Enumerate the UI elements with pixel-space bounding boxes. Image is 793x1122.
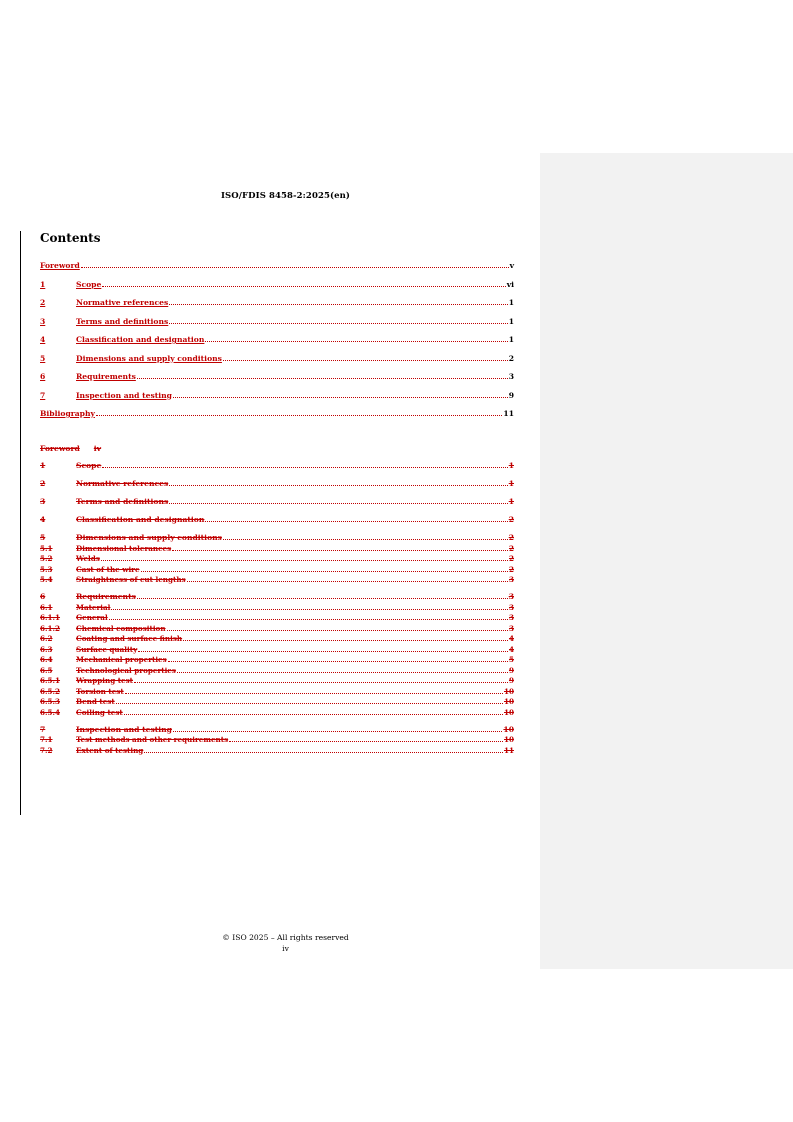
toc-entry-title: Welds <box>76 554 100 563</box>
toc-entry[interactable] <box>40 542 514 553</box>
deleted-foreword-page: iv <box>93 444 102 453</box>
toc-entry-number: Foreword <box>40 261 80 270</box>
toc-entry-number: 6.2 <box>40 634 53 643</box>
toc-entry-number: 1 <box>40 461 46 470</box>
comment-pane <box>540 153 793 969</box>
toc-entry[interactable] <box>40 352 514 363</box>
toc-entry-page: 4 <box>508 644 514 654</box>
toc-entry[interactable] <box>40 552 514 563</box>
toc-entry-number: 5.2 <box>40 554 53 563</box>
toc-entry[interactable] <box>40 733 514 744</box>
toc-entry-title: Inspection and testing <box>76 390 172 400</box>
toc-entry-number: 6.5.1 <box>40 676 61 685</box>
toc-entry-title: Chemical composition <box>76 623 166 633</box>
toc-entry[interactable] <box>40 259 514 270</box>
toc-entry-number: 6.3 <box>40 644 53 654</box>
toc-entry-title: Cast of the wire <box>76 564 140 574</box>
toc-entry-page: 4 <box>508 634 514 643</box>
toc-entry[interactable] <box>40 531 514 542</box>
toc-entry-number: 5.3 <box>40 564 53 574</box>
toc-entry-number: 6.1.1 <box>40 613 61 622</box>
toc-entry-number: 7 <box>40 724 46 734</box>
toc-leader-dots <box>81 267 509 268</box>
toc-entry-page: 3 <box>508 372 514 381</box>
toc-entry-title: Technological properties <box>76 665 176 675</box>
toc-leader-dots <box>137 598 508 599</box>
toc-entry-page: 1 <box>508 461 514 470</box>
toc-entry-page: 2 <box>508 543 514 553</box>
toc-leader-dots <box>173 397 508 398</box>
toc-entry-page: 11 <box>503 409 514 418</box>
toc-entry[interactable] <box>40 370 514 381</box>
toc-entry-title: Requirements <box>76 592 136 601</box>
toc-leader-dots <box>229 741 503 742</box>
toc-entry-page: 9 <box>508 390 514 400</box>
toc-entry-number: 7.1 <box>40 735 53 744</box>
toc-entry-number: 6.1.2 <box>40 623 61 633</box>
toc-entry-number: 6.4 <box>40 655 53 664</box>
toc-entry-title: Coating and surface finish <box>76 634 183 643</box>
toc-entry-number: Bibliography <box>40 409 95 418</box>
toc-entry-page: 3 <box>508 592 514 601</box>
page-number: iv <box>282 944 289 953</box>
toc-entry-number: 1 <box>40 279 46 289</box>
toc-entry-page: 10 <box>503 686 514 696</box>
toc-entry-page: 2 <box>508 554 514 563</box>
toc-entry-title: Inspection and testing <box>76 724 172 734</box>
toc-leader-dots <box>205 341 507 342</box>
change-bar <box>20 231 21 815</box>
toc-entry-number: 6 <box>40 592 46 601</box>
toc-entry-number: 6 <box>40 372 46 381</box>
toc-entry-number: 2 <box>40 298 46 307</box>
toc-leader-dots <box>169 323 507 324</box>
toc-entry-page: 5 <box>508 655 514 664</box>
toc-entry[interactable] <box>40 622 514 633</box>
toc-entry[interactable] <box>40 278 514 289</box>
document-header: ISO/FDIS 8458-2:2025(en) <box>220 191 351 201</box>
contents-title: Contents <box>40 231 101 245</box>
toc-leader-dots <box>168 661 508 662</box>
toc-leader-dots <box>137 378 508 379</box>
toc-entry[interactable] <box>40 611 514 622</box>
toc-entry-number: 6.1 <box>40 602 53 612</box>
toc-entry-title: Straightness of cut lengths <box>76 575 186 584</box>
toc-entry[interactable] <box>40 632 514 643</box>
toc-entry-page: 3 <box>508 613 514 622</box>
deleted-foreword-label: Foreword <box>40 444 80 453</box>
toc-entry-page: 10 <box>503 735 514 744</box>
toc-entry-page: 10 <box>503 707 514 717</box>
toc-entry-number: 5 <box>40 533 46 542</box>
toc-entry-number: 2 <box>40 479 46 488</box>
toc-leader-dots <box>169 485 507 486</box>
toc-entry-title: Coiling test <box>76 707 123 717</box>
toc-entry[interactable] <box>40 653 514 664</box>
toc-entry-number: 4 <box>40 335 46 344</box>
toc-entry-title: Scope <box>76 279 102 289</box>
toc-entry-title: Test methods and other requirements <box>76 735 229 744</box>
toc-entry[interactable] <box>40 407 514 418</box>
toc-entry[interactable] <box>40 563 514 574</box>
toc-entry-title: Extent of testing <box>76 745 144 755</box>
toc-entry-number: 6.5.3 <box>40 697 61 706</box>
toc-entry-title: Scope <box>76 461 102 470</box>
toc-entry-page: v <box>509 261 514 270</box>
toc-leader-dots <box>223 360 508 361</box>
toc-entry-number: 5.4 <box>40 575 53 584</box>
toc-entry-number: 5 <box>40 353 46 363</box>
toc-entry[interactable] <box>40 389 514 400</box>
toc-leader-dots <box>187 581 508 582</box>
toc-entry[interactable] <box>40 333 514 344</box>
toc-leader-dots <box>101 560 508 561</box>
toc-leader-dots <box>141 571 508 572</box>
toc-leader-dots <box>102 286 505 287</box>
toc-leader-dots <box>102 467 507 468</box>
toc-entry-page: 1 <box>508 298 514 307</box>
toc-entry[interactable] <box>40 685 514 696</box>
toc-entry-page: 10 <box>503 697 514 706</box>
deleted-foreword-line <box>40 444 115 453</box>
toc-leader-dots <box>111 609 508 610</box>
toc-entry-title: Dimensional tolerances <box>76 543 172 553</box>
toc-entry-title: Normative references <box>76 298 169 307</box>
toc-entry[interactable] <box>40 674 514 685</box>
toc-entry-title: Dimensions and supply conditions <box>76 353 222 363</box>
toc-entry[interactable] <box>40 459 514 470</box>
toc-entry-page: 1 <box>508 335 514 344</box>
toc-entry-page: 2 <box>508 353 514 363</box>
toc-entry[interactable] <box>40 495 514 506</box>
toc-leader-dots <box>169 503 507 504</box>
toc-leader-dots <box>109 619 508 620</box>
copyright-notice: © ISO 2025 – All rights reserved <box>222 933 349 942</box>
toc-entry-page: 10 <box>503 724 514 734</box>
toc-entry-page: 2 <box>508 533 514 542</box>
toc-leader-dots <box>205 521 507 522</box>
toc-leader-dots <box>172 550 508 551</box>
toc-entry[interactable] <box>40 695 514 706</box>
toc-entry[interactable] <box>40 296 514 307</box>
toc-leader-dots <box>177 672 508 673</box>
toc-entry[interactable] <box>40 601 514 612</box>
toc-entry-number: 6.5.4 <box>40 707 61 717</box>
toc-entry[interactable] <box>40 573 514 584</box>
toc-entry[interactable] <box>40 664 514 675</box>
toc-entry-page: 2 <box>508 515 514 524</box>
toc-leader-dots <box>138 651 508 652</box>
toc-leader-dots <box>134 682 508 683</box>
toc-leader-dots <box>96 415 503 416</box>
toc-entry-page: 3 <box>508 623 514 633</box>
toc-entry[interactable] <box>40 315 514 326</box>
toc-entry-number: 3 <box>40 316 46 326</box>
toc-entry[interactable] <box>40 477 514 488</box>
toc-entry-page: 3 <box>508 602 514 612</box>
toc-entry-page: 1 <box>508 497 514 506</box>
toc-entry-number: 7 <box>40 390 46 400</box>
toc-entry-page: 2 <box>508 564 514 574</box>
toc-entry-page: 9 <box>508 676 514 685</box>
toc-entry-title: Bend test <box>76 697 115 706</box>
toc-leader-dots <box>167 630 508 631</box>
page-footer <box>0 932 571 954</box>
toc-entry-title: General <box>76 613 108 622</box>
toc-entry[interactable] <box>40 723 514 734</box>
toc-entry-page: 1 <box>508 479 514 488</box>
toc-entry-title: Requirements <box>76 372 136 381</box>
toc-entry-page: 11 <box>503 745 514 755</box>
toc-entry-title: Torsion test <box>76 686 124 696</box>
toc-entry[interactable] <box>40 590 514 601</box>
toc-entry-page: 1 <box>508 316 514 326</box>
toc-entry-title: Material <box>76 602 111 612</box>
toc-entry-number: 4 <box>40 515 46 524</box>
toc-entry-title: Dimensions and supply conditions <box>76 533 222 542</box>
toc-entry-page: 9 <box>508 665 514 675</box>
toc-entry-number: 5.1 <box>40 543 53 553</box>
toc-entry-title: Terms and definitions <box>76 497 169 506</box>
toc-leader-dots <box>116 703 503 704</box>
toc-entry[interactable] <box>40 706 514 717</box>
toc-leader-dots <box>173 731 502 732</box>
toc-entry-number: 6.5 <box>40 665 53 675</box>
toc-entry-title: Surface quality <box>76 644 138 654</box>
toc-entry-title: Mechanical properties <box>76 655 167 664</box>
toc-leader-dots <box>125 693 503 694</box>
toc-entry-title: Normative references <box>76 479 169 488</box>
toc-entry[interactable] <box>40 744 514 755</box>
toc-entry-number: 6.5.2 <box>40 686 61 696</box>
toc-entry-page: vi <box>506 279 514 289</box>
toc-entry-title: Classification and designation <box>76 515 205 524</box>
toc-leader-dots <box>183 640 508 641</box>
toc-entry[interactable] <box>40 643 514 654</box>
toc-leader-dots <box>144 752 503 753</box>
toc-entry-page: 3 <box>508 575 514 584</box>
toc-entry[interactable] <box>40 513 514 524</box>
toc-entry-title: Wrapping test <box>76 676 133 685</box>
toc-leader-dots <box>169 304 507 305</box>
toc-entry-number: 3 <box>40 497 46 506</box>
toc-leader-dots <box>124 714 503 715</box>
toc-entry-title: Terms and definitions <box>76 316 169 326</box>
toc-leader-dots <box>223 539 508 540</box>
toc-entry-title: Classification and designation <box>76 335 205 344</box>
toc-entry-number: 7.2 <box>40 745 53 755</box>
